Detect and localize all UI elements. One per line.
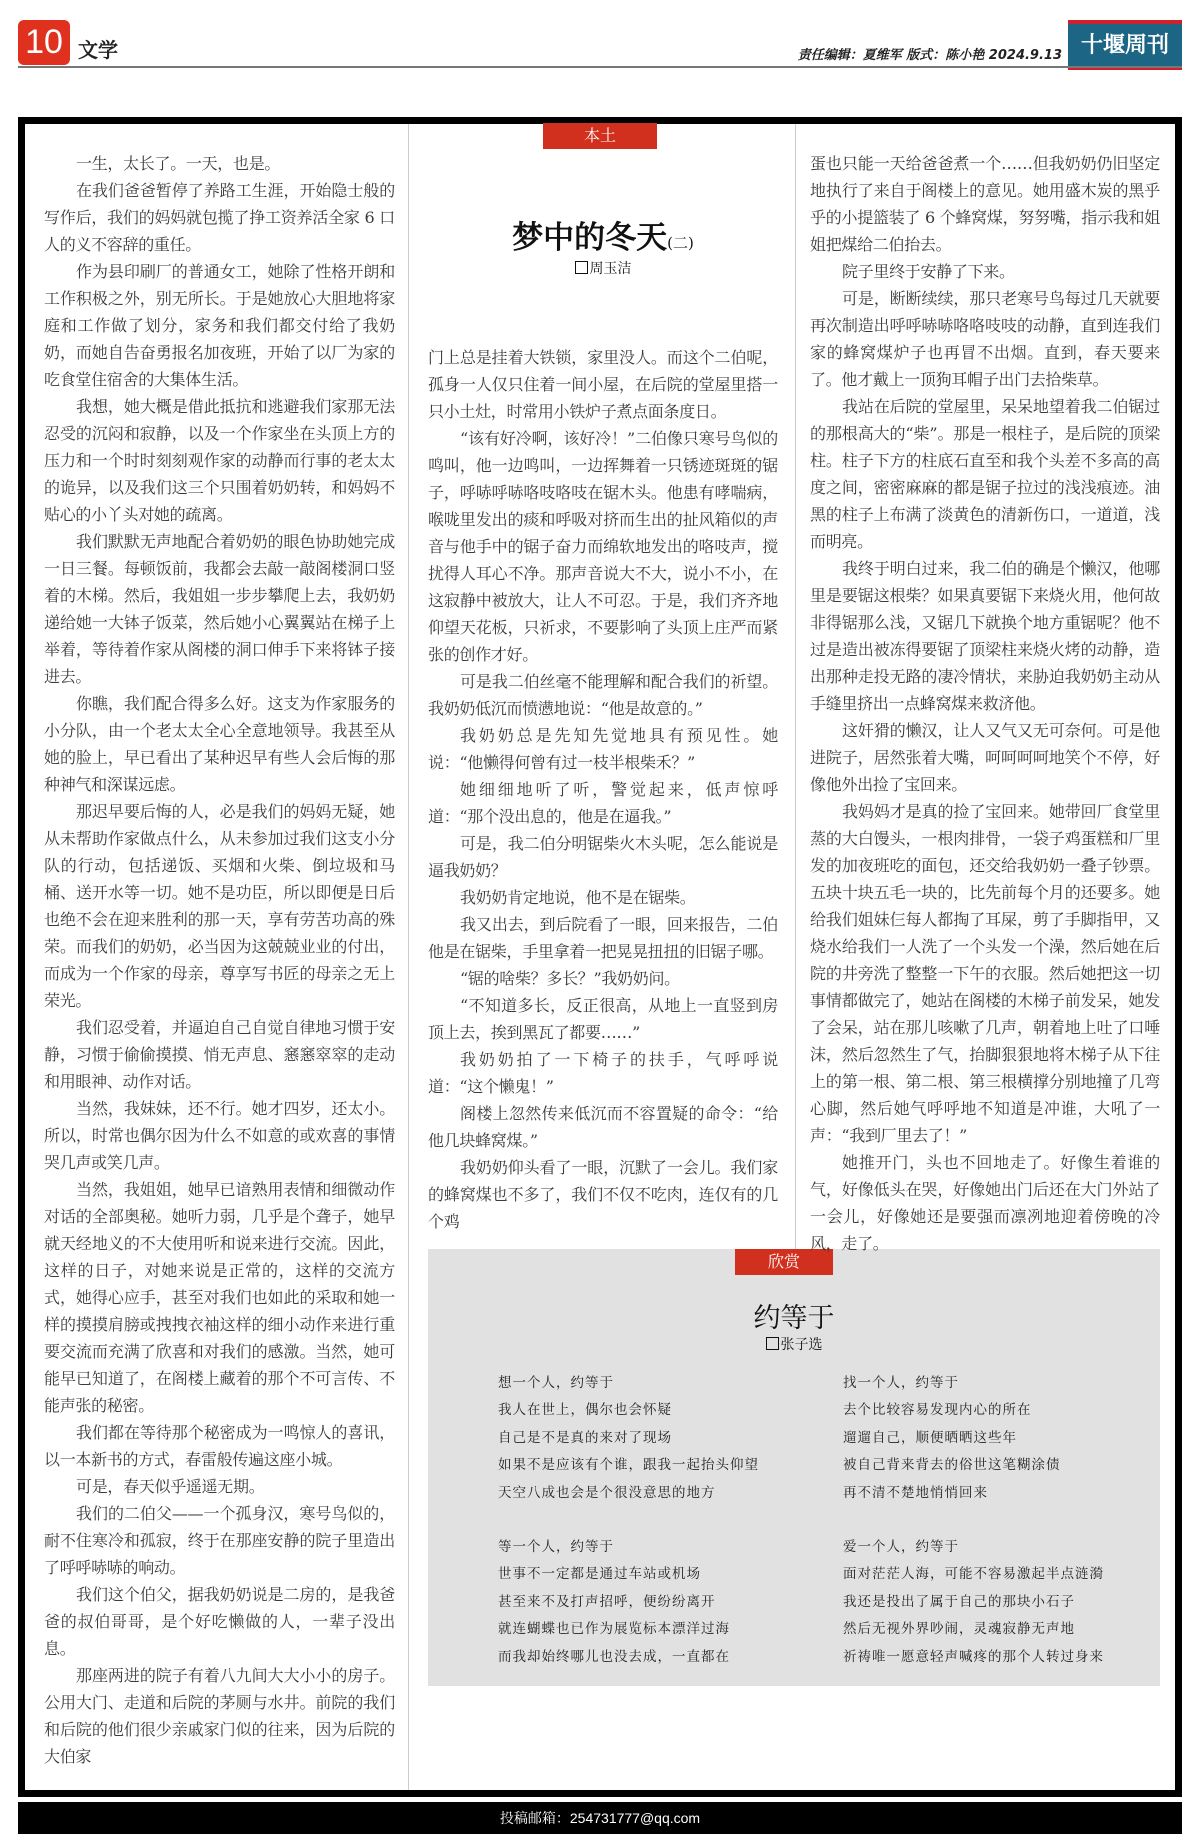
page-number-badge: 10 xyxy=(18,20,70,65)
poem-panel xyxy=(428,1249,1160,1686)
story-paragraph: “锯的啥柴？多长？”我奶奶问。 xyxy=(460,969,680,988)
section-tag-appreciation: 欣赏 xyxy=(735,1249,833,1275)
story-paragraph: 我想，她大概是借此抵抗和逃避我们家那无法忍受的沉闷和寂静，以及一个作家坐在头顶上方的压力和一个时时刻刻观作家的动静而行事的老太太的诡异，以及我们这三个只围着奶奶转，和妈妈不贴心的小丫头对她的疏离。 xyxy=(44,397,395,524)
poem-line: 面对茫茫人海，可能不容易激起半点涟漪 xyxy=(843,1566,1104,1583)
story-paragraph: 门上总是挂着大铁锁，家里没人。而这个二伯呢，孤身一人仅只住着一间小屋，在后院的堂屋里搭一只小土灶，时常用小铁炉子煮点面条度日。 xyxy=(428,348,778,421)
story-paragraph: 当然，我妹妹，还不行。她才四岁，还太小。所以，时常也偶尔因为什么不如意的或欢喜的事情哭几声或笑几声。 xyxy=(44,1099,395,1172)
poem-line: 天空八成也会是个很没意思的地方 xyxy=(498,1484,716,1501)
editor-credits: 责任编辑：夏维军 版式：陈小艳 2024.9.13 xyxy=(797,48,1062,63)
story-paragraph: 那迟早要后悔的人，必是我们的妈妈无疑，她从未帮助作家做点什么，从未参加过我们这支小分队的行动，包括递饭、买烟和火柴、倒垃圾和马桶、送开水等一切。她不是功臣，所以即便是日后也绝不会在迎来胜利的那一天，享有劳苦功高的殊荣。而我们的奶奶，必当因为这兢兢业业的付出，而成为一个作家的母亲，尊享写书匠的母亲之无上荣光。 xyxy=(44,802,395,1010)
poem-author xyxy=(428,1334,1160,1354)
submission-email: 投稿邮箱：254731777@qq.com xyxy=(499,1810,701,1826)
author-box-icon xyxy=(766,1337,779,1350)
story-paragraph: 我们这个伯父，据我奶奶说是二房的，是我爸爸的叔伯哥哥，是个好吃懒做的人，一辈子没出息。 xyxy=(44,1585,395,1658)
story-title-text: 梦中的冬天 xyxy=(512,220,668,256)
story-paragraph: 阁楼上忽然传来低沉而不容置疑的命令：“给他几块蜂窝煤。” xyxy=(428,1104,778,1150)
author-box-icon xyxy=(575,261,588,274)
poem-title: 约等于 xyxy=(753,1303,835,1334)
poem-line: 然后无视外界吵闹，灵魂寂静无声地 xyxy=(843,1621,1075,1638)
story-paragraph: 我奶奶拍了一下椅子的扶手，气呼呼说道：“这个懒鬼！” xyxy=(428,1050,778,1096)
newspaper-logo: 十堰周刊 xyxy=(1068,20,1182,70)
story-paragraph: 我站在后院的堂屋里，呆呆地望着我二伯锯过的那根高大的“柴”。那是一根柱子，是后院的顶梁柱。柱子下方的柱底石直至和我个头差不多高的高度之间，密密麻麻的都是锯子拉过的浅浅痕迹。油黑的柱子上布满了淡黄色的清新伤口，一道道，浅而明亮。 xyxy=(810,397,1160,551)
poem-line: 找一个人，约等于 xyxy=(843,1375,959,1391)
story-paragraph: “该有好冷啊，该好冷！”二伯像只寒号鸟似的鸣叫，他一边鸣叫，一边挥舞着一只锈迹斑斑的锯子，呼哧呼哧咯吱咯吱在锯木头。他患有哮喘病，喉咙里发出的痰和呼吸对挤而生出的扯风箱似的声音与他手中的锯子奋力而绵软地发出的咯吱声，搅扰得人耳心不净。那声音说大不大，说小不小，在这寂静中被放大，让人不可忍。于是，我们齐齐地仰望天花板，只祈求，不要影响了头顶上庄严而紧张的创作才好。 xyxy=(428,429,778,664)
story-paragraph: 这奸猾的懒汉，让人又气又无可奈何。可是他进院子，居然张着大嘴，呵呵呵呵地笑个不停，好像他外出捡了宝回来。 xyxy=(810,721,1160,794)
story-paragraph: 一生，太长了。一天，也是。 xyxy=(76,154,281,173)
poem-line: 想一个人，约等于 xyxy=(498,1375,614,1391)
story-paragraph: “不知道多长，反正很高，从地上一直竖到房顶上去，挨到黑瓦了都要……” xyxy=(428,996,778,1042)
story-paragraph: 你瞧，我们配合得多么好。这支为作家服务的小分队，由一个老太太全心全意地领导。我甚至从她的脸上，早已看出了某种迟早有些人会后悔的那种神气和深谋远虑。 xyxy=(44,694,395,794)
story-paragraph: 我奶奶肯定地说，他不是在锯柴。 xyxy=(460,888,696,907)
poem-line: 就连蝴蝶也已作为展览标本漂洋过海 xyxy=(498,1621,730,1638)
poem-stanza xyxy=(498,1534,730,1671)
story-author-name: 周玉洁 xyxy=(589,261,632,277)
story-column-1 xyxy=(44,150,395,1770)
story-paragraph: 那座两进的院子有着八九间大大小小的房子。公用大门、走道和后院的茅厕与水井。前院的我们和后院的他们很少亲戚家门似的往来，因为后院的大伯家 xyxy=(44,1666,395,1766)
story-paragraph: 我奶奶仰头看了一眼，沉默了一会儿。我们家的蜂窝煤也不多了，我们不仅不吃肉，连仅有的几个鸡 xyxy=(428,1158,778,1231)
poem-line: 爱一个人，约等于 xyxy=(843,1539,959,1555)
story-paragraph: 可是我二伯丝毫不能理解和配合我们的祈望。我奶奶低沉而愤懑地说：“他是故意的。” xyxy=(428,672,778,718)
story-paragraph: 在我们爸爸暂停了养路工生涯，开始隐士般的写作后，我们的妈妈就包揽了挣工资养活全家 6 口人的义不容辞的重任。 xyxy=(44,181,395,254)
story-paragraph: 她推开门，头也不回地走了。好像生着谁的气，好像低头在哭，好像她出门后还在大门外站了一会儿，好像她还是要强而凛冽地迎着傍晚的冷风，走了。 xyxy=(810,1153,1160,1253)
story-paragraph: 我又出去，到后院看了一眼，回来报告，二伯他是在锯柴，手里拿着一把晃晃扭扭的旧锯子哪。 xyxy=(428,915,778,961)
story-paragraph: 当然，我姐姐，她早已谙熟用表情和细微动作对话的全部奥秘。她听力弱，几乎是个聋子，她早就天经地义的不大使用听和说来进行交流。因此，这样的日子，对她来说是正常的，这样的交流方式，她得心应手，甚至对我们也如此的采取和她一样的摸摸肩膀或拽拽衣袖这样的细小动作来进行重要交流而充满了欣喜和对我们的感激。当然，她可能早已知道了，在阁楼上藏着的那个不可言传、不能声张的秘密。 xyxy=(44,1180,395,1415)
poem-line: 如果不是应该有个谁，跟我一起抬头仰望 xyxy=(498,1457,759,1474)
footer-bar xyxy=(18,1802,1182,1834)
story-title-part: (二) xyxy=(667,234,694,252)
poem-line: 我人在世上，偶尔也会怀疑 xyxy=(498,1402,672,1419)
poem-line: 被自己背来背去的俗世这笔糊涂债 xyxy=(843,1457,1061,1474)
poem-stanza xyxy=(843,1534,1104,1671)
story-paragraph: 我终于明白过来，我二伯的确是个懒汉，他哪里是要锯这根柴？如果真要锯下来烧火用，他何故非得锯那么浅，又锯几下就换个地方重锯呢？他不过是造出被冻得要锯了顶梁柱来烧火烤的动静，造出那种走投无路的凄冷情状，来胁迫我奶奶主动从手缝里挤出一点蜂窝煤来救济他。 xyxy=(810,559,1160,713)
poem-line: 等一个人，约等于 xyxy=(498,1539,614,1555)
story-paragraph: 我们忍受着，并逼迫自己自觉自律地习惯于安静，习惯于偷偷摸摸、悄无声息、窸窸窣窣的走动和用眼神、动作对话。 xyxy=(44,1018,395,1091)
poem-line: 世事不一定都是通过车站或机场 xyxy=(498,1566,701,1583)
poem-line: 甚至来不及打声招呼，便纷纷离开 xyxy=(498,1593,716,1610)
header-rule xyxy=(18,66,1182,68)
story-paragraph: 我们的二伯父——一个孤身汉，寒号鸟似的，耐不住寒冷和孤寂，终于在那座安静的院子里造出了呼呼哧哧的响动。 xyxy=(44,1504,395,1577)
poem-line: 去个比较容易发现内心的所在 xyxy=(843,1402,1032,1419)
story-paragraph: 我奶奶总是先知先觉地具有预见性。她说：“他懒得何曾有过一枝半根柴禾？” xyxy=(428,726,778,772)
story-paragraph: 蛋也只能一天给爸爸煮一个……但我奶奶仍旧坚定地执行了来自于阁楼上的意见。她用盛木炭的黑乎乎的小提篮装了 6 个蜂窝煤，努努嘴，指示我和姐姐把煤给二伯抬去。 xyxy=(810,154,1160,254)
story-title xyxy=(428,212,778,257)
poem-line: 我还是投出了属于自己的那块小石子 xyxy=(843,1593,1075,1610)
story-paragraph: 可是，春天似乎遥遥无期。 xyxy=(76,1477,265,1496)
poem-line: 祈祷唯一愿意轻声喊疼的那个人转过身来 xyxy=(843,1648,1104,1665)
story-paragraph: 我妈妈才是真的捡了宝回来。她带回厂食堂里蒸的大白馒头，一根肉排骨，一袋子鸡蛋糕和厂里发的加夜班吃的面包，还交给我奶奶一叠子钞票。五块十块五毛一块的，比先前每个月的还要多。她给我们姐妹仨每人都掏了耳屎，剪了手脚指甲，又烧水给我们一人洗了一个头发一个澡，然后她在后院的井旁洗了整整一下午的衣服。然后她把这一切事情都做完了，她站在阁楼的木梯子前发呆，她发了会呆，站在那儿咳嗽了几声，朝着地上吐了口唾沫，然后忽然生了气，抬脚狠狠地将木梯子从下往上的第一根、第二根、第三根横撑分别地撞了几弯心脚，然后她气呼呼地不知道是冲谁，大吼了一声：“我到厂里去了！” xyxy=(810,802,1160,1145)
story-column-3 xyxy=(810,150,1160,1257)
poem-line: 而我却始终哪儿也没去成，一直都在 xyxy=(498,1648,730,1665)
section-title: 文学 xyxy=(78,38,118,62)
story-paragraph: 我们都在等待那个秘密成为一鸣惊人的喜讯，以一本新书的方式，春雷般传遍这座小城。 xyxy=(44,1423,395,1469)
section-tag-local: 本土 xyxy=(543,123,657,149)
story-paragraph: 可是，断断续续，那只老寒号鸟每过几天就要再次制造出呼呼哧哧咯咯吱吱的动静，直到连我们家的蜂窝煤炉子也再冒不出烟。直到，春天要来了。他才戴上一顶狗耳帽子出门去拾柴草。 xyxy=(810,289,1160,389)
column-divider xyxy=(795,124,796,1267)
story-paragraph: 她细细地听了听，警觉起来，低声惊呼道：“那个没出息的，他是在逼我。” xyxy=(428,780,778,826)
story-paragraph: 可是，我二伯分明锯柴火木头呢，怎么能说是逼我奶奶？ xyxy=(428,834,778,880)
story-paragraph: 我们默默无声地配合着奶奶的眼色协助她完成一日三餐。每顿饭前，我都会去敲一敲阁楼洞口竖着的木梯。然后，我姐姐一步步攀爬上去，我奶奶递给她一大钵子饭菜，然后她小心翼翼站在梯子上举着，等待着作家从阁楼的洞口伸手下来将钵子接进去。 xyxy=(44,532,395,686)
poem-stanza xyxy=(843,1370,1061,1507)
poem-line: 再不清不楚地悄悄回来 xyxy=(843,1484,988,1501)
story-author xyxy=(428,258,778,278)
poem-line: 遛遛自己，顺便晒晒这些年 xyxy=(843,1429,1017,1446)
story-column-2 xyxy=(428,344,778,1235)
poem-author-name: 张子选 xyxy=(780,1337,823,1353)
poem-line: 自己是不是真的来对了现场 xyxy=(498,1429,672,1446)
poem-stanza xyxy=(498,1370,759,1507)
story-paragraph: 院子里终于安静了下来。 xyxy=(842,262,1015,281)
column-divider xyxy=(408,124,409,1790)
story-paragraph: 作为县印刷厂的普通女工，她除了性格开朗和工作积极之外，别无所长。于是她放心大胆地将家庭和工作做了划分，家务和我们都交付给了我奶奶，而她自告奋勇报名加夜班，开始了以厂为家的吃食堂住宿舍的大集体生活。 xyxy=(44,262,395,389)
